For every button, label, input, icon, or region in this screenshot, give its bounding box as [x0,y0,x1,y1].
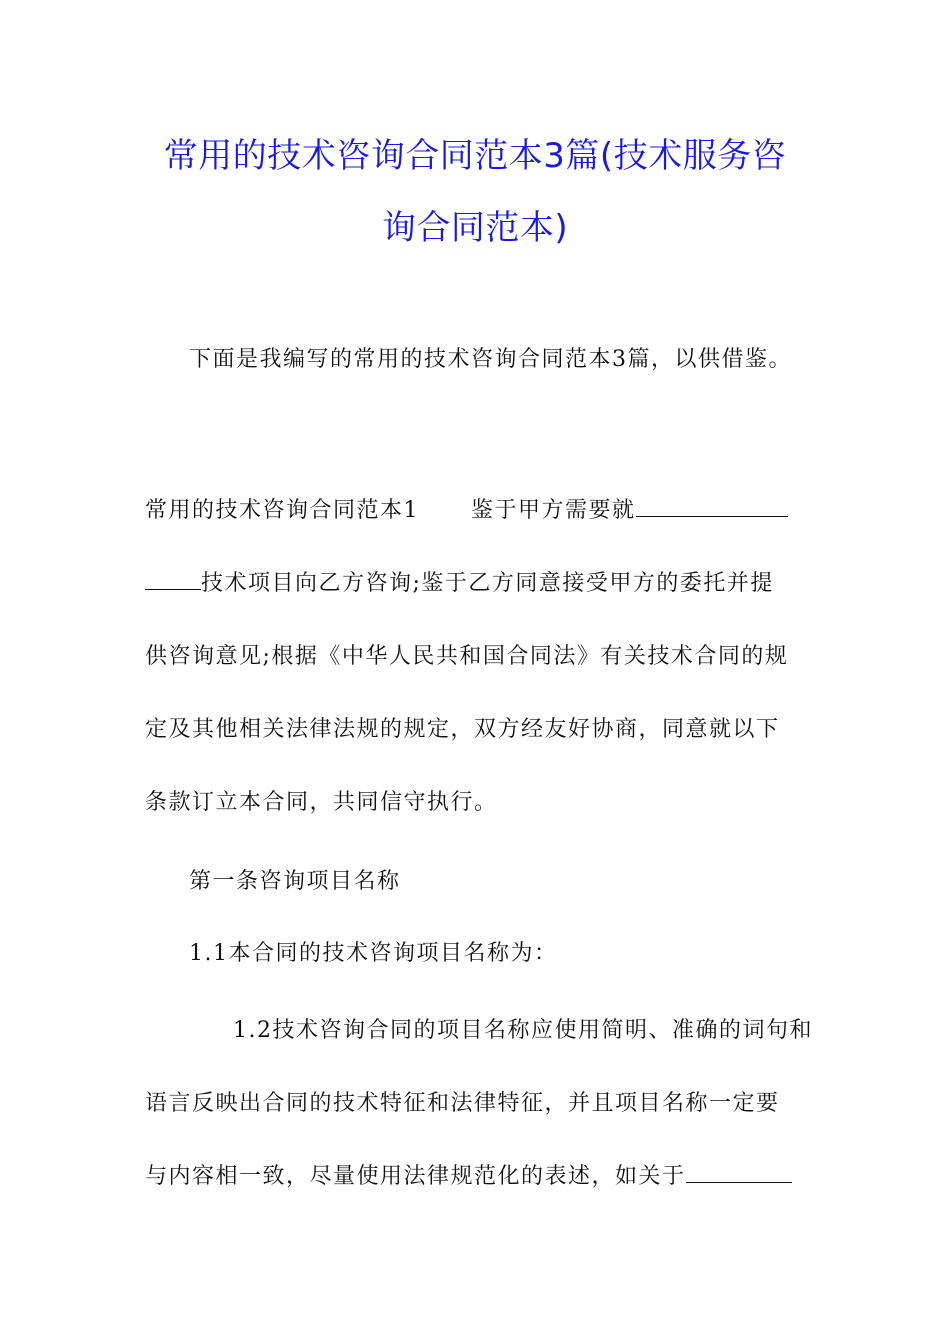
sample1-paragraph [145,474,805,839]
clause-1-1: 1.1本合同的技术咨询项目名称为： [189,941,558,966]
sample1-line-3: 供咨询意见;根据《中华人民共和国合同法》有关技术合同的规 [145,644,789,669]
article1-heading: 第一条咨询项目名称 [189,869,401,894]
title-line-2: 询合同范本) [381,208,569,248]
sample1-lead: 鉴于甲方需要就 [471,498,636,523]
sample1-line-2-text: 技术项目向乙方咨询;鉴于乙方同意接受甲方的委托并提 [201,571,774,596]
clause-1-2-line-1: 1.2技术咨询合同的项目名称应使用简明、准确的词句和 [233,1018,813,1043]
sample1-line-1 [145,474,805,547]
fill-blank [686,1162,792,1183]
clause-1-2 [145,994,813,1213]
clause-1-2-line-3 [145,1140,805,1213]
clause-1-2-line-2: 语言反映出合同的技术特征和法律特征，并且项目名称一定要 [145,1091,780,1116]
clause-1-2-line-3-text: 与内容相一致，尽量使用法律规范化的表述，如关于 [145,1164,686,1189]
document-title [145,120,805,264]
sample1-line-4: 定及其他相关法律法规的规定，双方经友好协商，同意就以下 [145,717,780,742]
sample1-heading: 常用的技术咨询合同范本1 [145,498,419,523]
fill-blank [636,496,788,517]
title-line-1: 常用的技术咨询合同范本3篇(技术服务咨 [163,136,787,176]
fill-blank [145,569,201,590]
intro-paragraph: 下面是我编写的常用的技术咨询合同范本3篇，以供借鉴。 [189,347,792,372]
sample1-line-5: 条款订立本合同，共同信守执行。 [145,790,498,815]
sample1-line-2 [145,547,805,620]
